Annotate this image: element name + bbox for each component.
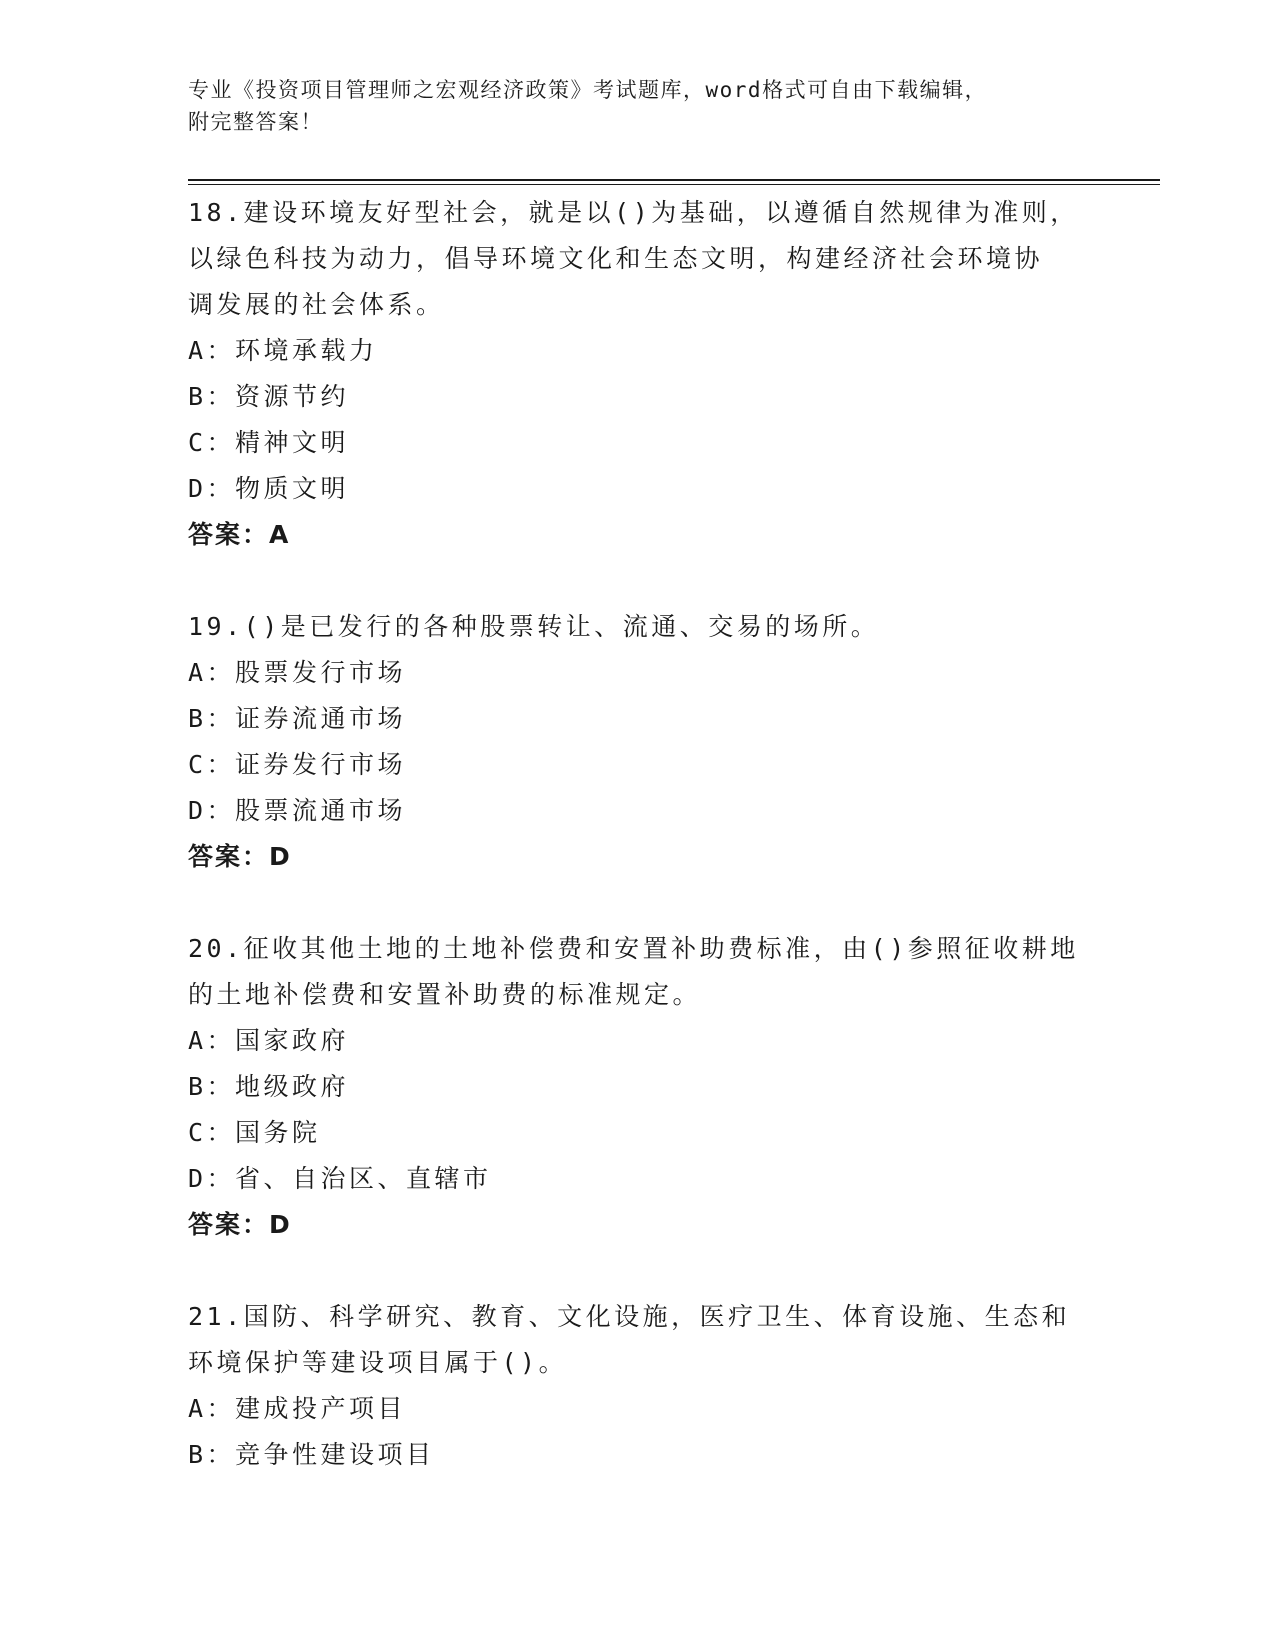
option-c: C：证券发行市场 (188, 750, 407, 779)
stem-line: 以绿色科技为动力，倡导环境文化和生态文明，构建经济社会环境协 (188, 244, 1044, 273)
question-spacer (188, 1248, 1088, 1294)
question-spacer (188, 558, 1088, 604)
question-stem (188, 926, 1088, 1018)
stem-line: 19.()是已发行的各种股票转让、流通、交易的场所。 (188, 612, 880, 641)
question-18 (188, 190, 1088, 558)
question-19 (188, 604, 1088, 880)
answer-line: 答案：D (188, 842, 292, 871)
stem-line: 调发展的社会体系。 (188, 290, 445, 319)
option-a: A：股票发行市场 (188, 658, 407, 687)
option-a: A：国家政府 (188, 1026, 350, 1055)
option-d: D：股票流通市场 (188, 796, 407, 825)
stem-line: 环境保护等建设项目属于()。 (188, 1348, 568, 1377)
question-20 (188, 926, 1088, 1248)
option-c: C：国务院 (188, 1118, 321, 1147)
stem-line: 的土地补偿费和安置补助费的标准规定。 (188, 980, 702, 1009)
question-spacer (188, 880, 1088, 926)
option-b: B：证券流通市场 (188, 704, 407, 733)
option-b: B：竞争性建设项目 (188, 1440, 435, 1469)
stem-line: 20.征收其他土地的土地补偿费和安置补助费标准，由()参照征收耕地 (188, 934, 1079, 963)
header-divider-thin (188, 184, 1160, 185)
question-list (188, 190, 1088, 1478)
question-21 (188, 1294, 1088, 1478)
option-a: A：建成投产项目 (188, 1394, 407, 1423)
intro-line-1: 专业《投资项目管理师之宏观经济政策》考试题库，word格式可自由下载编辑， (188, 78, 988, 102)
question-stem (188, 1294, 1088, 1386)
option-d: D：物质文明 (188, 474, 350, 503)
header-divider-thick (188, 179, 1160, 181)
intro-line-2: 附完整答案！ (188, 110, 323, 134)
option-d: D：省、自治区、直辖市 (188, 1164, 492, 1193)
question-stem (188, 190, 1088, 328)
option-b: B：资源节约 (188, 382, 350, 411)
option-c: C：精神文明 (188, 428, 350, 457)
answer-line: 答案：D (188, 1210, 292, 1239)
answer-line: 答案：A (188, 520, 291, 549)
stem-line: 21.国防、科学研究、教育、文化设施，医疗卫生、体育设施、生态和 (188, 1302, 1071, 1331)
document-intro (188, 74, 1068, 138)
question-stem (188, 604, 1088, 650)
option-b: B：地级政府 (188, 1072, 350, 1101)
option-a: A：环境承载力 (188, 336, 378, 365)
stem-line: 18.建设环境友好型社会，就是以()为基础，以遵循自然规律为准则， (188, 198, 1079, 227)
